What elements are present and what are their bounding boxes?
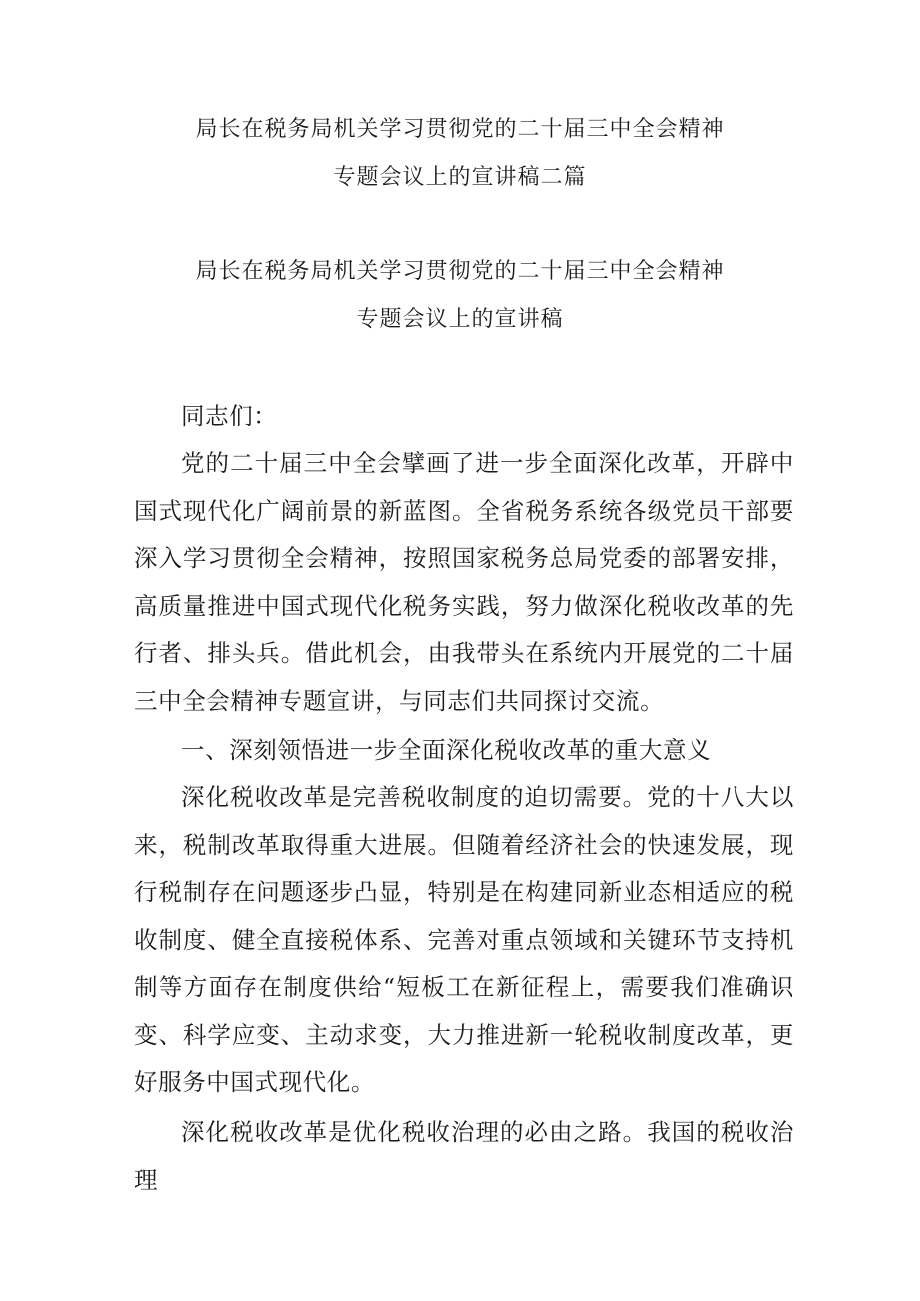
paragraph-block-2 xyxy=(134,1109,794,1204)
cover-title-line-1: 局长在税务局机关学习贯彻党的二十届三中全会精神 xyxy=(195,117,725,142)
intro-paragraph: 党的二十届三中全会擘画了进一步全面深化改革，开辟中国式现代化广阔前景的新蓝图。全省税务系统各级党员干部要深入学习贯彻全会精神，按照国家税务总局党委的部署安排，高质量推进中国式现代化税务实践，努力做深化税收改革的先行者、排头兵。借此机会，由我带头在系统内开展党的二十届三中全会精神专题宣讲，与同志们共同探讨交流。 xyxy=(134,449,794,715)
salutation: 同志们： xyxy=(181,402,278,430)
article-title-line-1: 局长在税务局机关学习贯彻党的二十届三中全会精神 xyxy=(195,259,725,284)
intro-block xyxy=(134,440,794,725)
body-paragraph-1: 深化税收改革是完善税收制度的迫切需要。党的十八大以来，税制改革取得重大进展。但随着经济社会的快速发展，现行税制存在问题逐步凸显，特别是在构建同新业态相适应的税收制度、健全直接税体系、完善对重点领域和关键环节支持机制等方面存在制度供给“短板工在新征程上，需要我们准确识变、科学应变、主动求变，大力推进新一轮税收制度改革，更好服务中国式现代化。 xyxy=(134,783,794,1096)
article-title xyxy=(0,248,920,344)
section-heading-block xyxy=(134,727,794,775)
body-paragraph-2: 深化税收改革是优化税收治理的必由之路。我国的税收治理 xyxy=(134,1118,794,1194)
article-title-line-2: 专题会议上的宣讲稿 xyxy=(356,307,564,332)
cover-title xyxy=(0,106,920,202)
cover-title-line-2: 专题会议上的宣讲稿二篇 xyxy=(333,165,587,190)
section-heading-1: 一、深刻领悟进一步全面深化税收改革的重大意义 xyxy=(181,736,712,764)
salutation-block xyxy=(134,393,794,441)
paragraph-block-1 xyxy=(134,774,794,1107)
